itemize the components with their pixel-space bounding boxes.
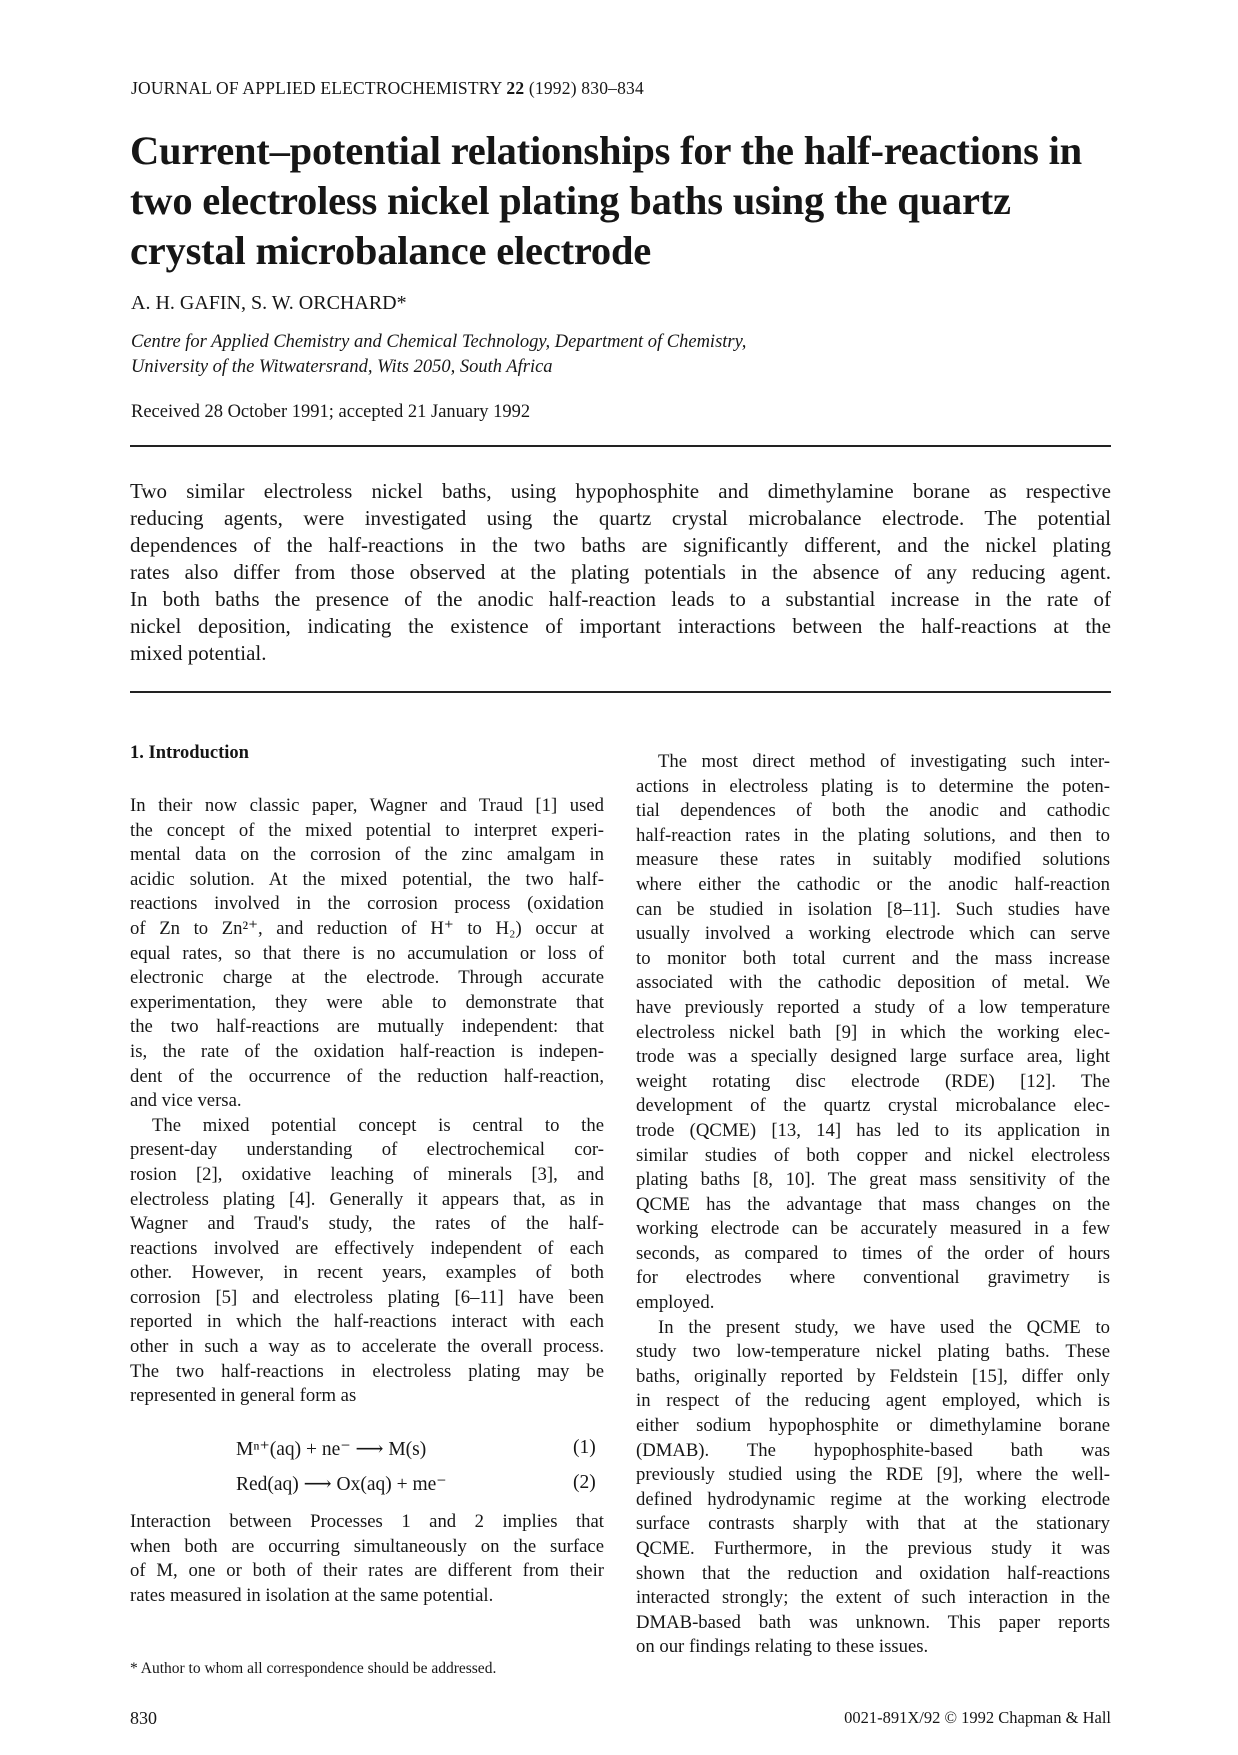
abstract-line: Two similar electroless nickel baths, using hypophosphite and dimethylamine borane as respective	[130, 479, 1111, 503]
body-line: for electrodes where conventional gravimetry is	[636, 1267, 1110, 1289]
journal-name: JOURNAL OF APPLIED ELECTROCHEMISTRY	[131, 78, 502, 98]
body-line: The two half-reactions in electroless plating may be	[130, 1360, 604, 1382]
authors: A. H. GAFIN, S. W. ORCHARD*	[131, 292, 407, 314]
body-line: acidic solution. At the mixed potential, the two half-	[130, 868, 604, 890]
body-line: QCME. Furthermore, in the previous study it was	[636, 1538, 1110, 1559]
body-line: actions in electroless plating is to determine the poten-	[636, 775, 1110, 797]
body-line: tial dependences of both the anodic and cathodic	[636, 800, 1110, 822]
abstract-line: In both baths the presence of the anodic half-reaction leads to a substantial increase in the rate of	[130, 587, 1111, 611]
body-line: In their now classic paper, Wagner and Traud [1] used	[130, 795, 604, 816]
body-line: interacted strongly; the extent of such interaction in the	[636, 1587, 1110, 1609]
abstract-line: mixed potential.	[130, 641, 267, 665]
body-line: baths, originally reported by Feldstein [15], differ only	[636, 1365, 1110, 1387]
body-line: working electrode can be accurately measured in a few	[636, 1218, 1110, 1240]
body-line: the two half-reactions are mutually independent: that	[130, 1016, 604, 1038]
body-line: on our findings relating to these issues.	[636, 1636, 929, 1658]
body-line: trode (QCME) [13, 14] has led to its application in	[636, 1119, 1110, 1141]
body-line: experimentation, they were able to demonstrate that	[130, 991, 604, 1013]
affiliation-line: Centre for Applied Chemistry and Chemical Technology, Department of Chemistry,	[131, 332, 747, 352]
abstract-top-rule	[130, 445, 1111, 447]
body-line: weight rotating disc electrode (RDE) [12]. The	[636, 1070, 1110, 1092]
left-column-body	[130, 794, 604, 1409]
equation-1: Mⁿ⁺(aq) + ne⁻ ⟶ M(s)	[236, 1439, 427, 1460]
abstract-line: dependences of the half-reactions in the two baths are significantly different, and the nickel plating	[130, 533, 1111, 557]
affiliation	[131, 330, 746, 380]
body-line: plating baths [8, 10]. The great mass sensitivity of the	[636, 1169, 1110, 1191]
body-line: where either the cathodic or the anodic half-reaction	[636, 873, 1110, 895]
abstract-line: reducing agents, were investigated using the quartz crystal microbalance electrode. The potential	[130, 506, 1111, 530]
right-column-body	[636, 750, 1110, 1660]
title-line: Current–potential relationships for the half-reactions in	[130, 128, 1082, 173]
body-line: is, the rate of the oxidation half-reaction is indepen-	[130, 1040, 604, 1062]
body-line: reactions involved in the corrosion process (oxidation	[130, 893, 604, 915]
body-line: In the present study, we have used the QCME to	[658, 1316, 1110, 1338]
abstract	[130, 478, 1111, 667]
body-line: half-reaction rates in the plating solutions, and then to	[636, 824, 1110, 846]
body-line: corrosion [5] and electroless plating [6–11] have been	[130, 1286, 604, 1308]
copyright-line: 0021-891X/92 © 1992 Chapman & Hall	[844, 1708, 1111, 1727]
paper-title	[130, 126, 1120, 276]
equation-2-number: (2)	[573, 1472, 596, 1493]
body-line: usually involved a working electrode which can serve	[636, 923, 1110, 945]
body-line: represented in general form as	[130, 1385, 357, 1407]
body-line: of Zn to Zn²⁺, and reduction of H⁺ to H₂) occur at	[130, 917, 604, 939]
body-line: measure these rates in suitably modified solutions	[636, 849, 1110, 871]
body-line: equal rates, so that there is no accumulation or loss of	[130, 942, 604, 964]
body-line: study two low-temperature nickel plating baths. These	[636, 1341, 1110, 1363]
affiliation-line: University of the Witwatersrand, Wits 2050, South Africa	[131, 357, 553, 377]
footnote: * Author to whom all correspondence should be addressed.	[130, 1660, 497, 1677]
body-line: associated with the cathodic deposition of metal. We	[636, 972, 1110, 994]
body-line: employed.	[636, 1292, 715, 1314]
body-line: similar studies of both copper and nickel electroless	[636, 1144, 1110, 1166]
body-line: present-day understanding of electrochemical cor-	[130, 1139, 604, 1161]
body-line: rosion [2], oxidative leaching of minerals [3], and	[130, 1163, 604, 1185]
journal-header	[131, 78, 644, 99]
body-line: The mixed potential concept is central to the	[152, 1114, 604, 1136]
body-line: the concept of the mixed potential to interpret experi-	[130, 819, 604, 841]
body-line: have previously reported a study of a low temperature	[636, 996, 1110, 1018]
body-line: can be studied in isolation [8–11]. Such studies have	[636, 898, 1110, 920]
body-line: Wagner and Traud's study, the rates of the half-	[130, 1213, 604, 1235]
body-line: other in such a way as to accelerate the overall process.	[130, 1336, 604, 1358]
body-line: rates measured in isolation at the same potential.	[130, 1584, 494, 1606]
body-line: (DMAB). The hypophosphite-based bath was	[636, 1439, 1110, 1461]
body-line: other. However, in recent years, examples of both	[130, 1262, 604, 1284]
page-number: 830	[130, 1708, 157, 1728]
section-heading: 1. Introduction	[130, 743, 249, 763]
body-line: surface contrasts sharply with that at the stationary	[636, 1513, 1110, 1535]
body-line: electroless nickel bath [9] in which the working elec-	[636, 1021, 1110, 1043]
body-line: to monitor both total current and the mass increase	[636, 947, 1110, 969]
body-line: defined hydrodynamic regime at the working electrode	[636, 1488, 1110, 1510]
body-line: when both are occurring simultaneously on the surface	[130, 1535, 604, 1557]
body-line: electronic charge at the electrode. Through accurate	[130, 967, 604, 989]
body-line: mental data on the corrosion of the zinc amalgam in	[130, 844, 604, 866]
body-line: previously studied using the RDE [9], where the well-	[636, 1464, 1110, 1486]
journal-volume: 22	[506, 78, 525, 98]
abstract-line: nickel deposition, indicating the existence of important interactions between the half-reactions at the	[130, 614, 1111, 638]
body-line: Interaction between Processes 1 and 2 implies that	[130, 1511, 604, 1532]
received-dates: Received 28 October 1991; accepted 21 January 1992	[131, 402, 531, 422]
equation-1-number: (1)	[573, 1437, 596, 1458]
body-line: reported in which the half-reactions interact with each	[130, 1311, 604, 1333]
body-line: seconds, as compared to times of the order of hours	[636, 1242, 1110, 1264]
body-line: The most direct method of investigating such inter-	[658, 751, 1110, 772]
body-line: dent of the occurrence of the reduction half-reaction,	[130, 1065, 604, 1087]
body-line: of M, one or both of their rates are different from their	[130, 1560, 604, 1582]
body-line: shown that the reduction and oxidation half-reactions	[636, 1562, 1110, 1584]
body-line: trode was a specially designed large surface area, light	[636, 1046, 1110, 1068]
body-line: development of the quartz crystal microbalance elec-	[636, 1095, 1110, 1117]
journal-year-pages: (1992) 830–834	[528, 78, 644, 98]
title-line: two electroless nickel plating baths using the quartz	[130, 178, 1011, 223]
body-line: either sodium hypophosphite or dimethylamine borane	[636, 1415, 1110, 1437]
body-line: electroless plating [4]. Generally it appears that, as in	[130, 1188, 604, 1210]
abstract-bottom-rule	[130, 691, 1111, 693]
title-line: crystal microbalance electrode	[130, 228, 652, 273]
body-line: reactions involved are effectively independent of each	[130, 1237, 604, 1259]
body-line: DMAB-based bath was unknown. This paper reports	[636, 1611, 1110, 1633]
left-column-body-continued	[130, 1510, 604, 1608]
body-line: QCME has the advantage that mass changes on the	[636, 1193, 1110, 1215]
abstract-line: rates also differ from those observed at the plating potentials in the absence of any reducing agent.	[130, 560, 1111, 584]
body-line: in respect of the reducing agent employed, which is	[636, 1390, 1110, 1412]
equation-2: Red(aq) ⟶ Ox(aq) + me⁻	[236, 1474, 447, 1495]
body-line: and vice versa.	[130, 1090, 242, 1112]
